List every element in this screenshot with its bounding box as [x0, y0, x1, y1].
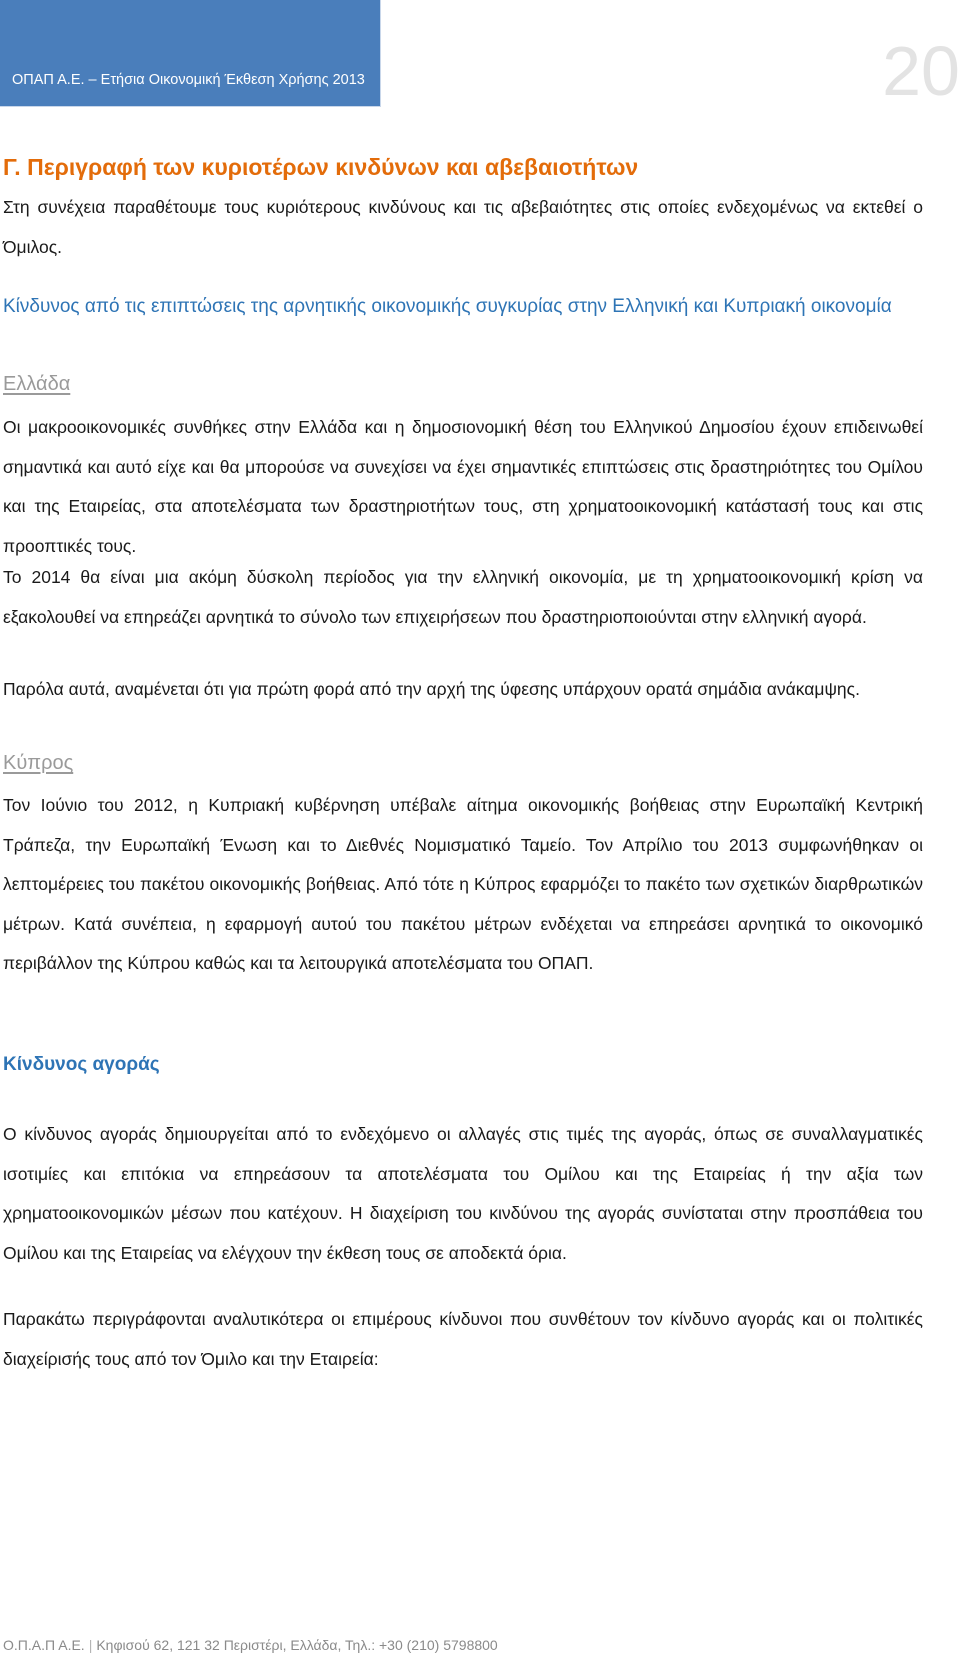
header-banner [0, 0, 381, 107]
page-footer [3, 1637, 498, 1653]
section-title: Γ. Περιγραφή των κυριοτέρων κινδύνων και αβεβαιοτήτων [3, 154, 639, 180]
economic-risk-heading: Κίνδυνος από τις επιπτώσεις της αρνητικής οικονομικής συγκυρίας στην Ελληνική και Κυπριακή οικονομία [3, 296, 892, 317]
footer-separator: | [88, 1637, 93, 1653]
report-title: ΟΠΑΠ Α.Ε. – Ετήσια Οικονομική Έκθεση Χρήσης 2013 [12, 72, 365, 88]
greece-paragraph-3: Παρόλα αυτά, αναμένεται ότι για πρώτη φορά από την αρχή της ύφεσης υπάρχουν ορατά σημάδια ανάκαμψης. [3, 679, 860, 699]
page-number: 20 [882, 32, 960, 110]
greece-heading: Ελλάδα [3, 373, 71, 395]
cyprus-heading: Κύπρος [3, 752, 74, 774]
footer-address: Κηφισού 62, 121 32 Περιστέρι, Ελλάδα, Τηλ.: +30 (210) 5798800 [96, 1637, 498, 1653]
market-risk-heading: Κίνδυνος αγοράς [3, 1054, 160, 1075]
market-risk-paragraph-1: Ο κίνδυνος αγοράς δημιουργείται από το ενδεχόμενο οι αλλαγές στις τιμές της αγοράς, όπως σε συναλλαγματικές ισοτιμίες και επιτόκια να επηρεάσουν τα αποτελέσματα του Ομίλου και της Εταιρείας ή την αξία των χρηματοοικονομικών μέσων που κατέχουν. Η διαχείριση του κινδύνου της αγοράς συνίσταται στην προσπάθεια του Ομίλου και της Εταιρείας να ελέγχουν την έκθεση τους σε αποδεκτά όρια. [3, 1124, 923, 1263]
greece-paragraph-1: Οι μακροοικονομικές συνθήκες στην Ελλάδα και η δημοσιονομική θέση του Ελληνικού Δημοσίου έχουν επιδεινωθεί σημαντικά και αυτό είχε και θα μπορούσε να συνεχίσει να έχει σημαντικές επιπτώσεις στις δραστηριότητες του Ομίλου και της Εταιρείας, στα αποτελέσματα των δραστηριοτήτων τους, στη χρηματοοικονομική κατάστασή τους και στις προοπτικές τους. [3, 417, 923, 556]
section-intro: Στη συνέχεια παραθέτουμε τους κυριότερους κινδύνους και τις αβεβαιότητες στις οποίες ενδεχομένως να εκτεθεί ο Όμιλος. [3, 197, 923, 257]
footer-company: Ο.Π.Α.Π Α.Ε. [3, 1637, 85, 1653]
cyprus-paragraph: Τον Ιούνιο του 2012, η Κυπριακή κυβέρνηση υπέβαλε αίτημα οικονομικής βοήθειας στην Ευρωπαϊκή Κεντρική Τράπεζα, την Ευρωπαϊκή Ένωση και το Διεθνές Νομισματικό Ταμείο. Τον Απρίλιο του 2013 συμφωνήθηκαν οι λεπτομέρειες του πακέτου οικονομικής βοήθειας. Από τότε η Κύπρος εφαρμόζει το πακέτο των σχετικών διαρθρωτικών μέτρων. Κατά συνέπεια, η εφαρμογή αυτού του πακέτου μέτρων ενδέχεται να επηρεάσει αρνητικά το οικονομικό περιβάλλον της Κύπρου καθώς και τα λειτουργικά αποτελέσματα του ΟΠΑΠ. [3, 795, 923, 973]
greece-paragraph-2: Το 2014 θα είναι μια ακόμη δύσκολη περίοδος για την ελληνική οικονομία, με τη χρηματοοικονομική κρίση να εξακολουθεί να επηρεάζει αρνητικά το σύνολο των επιχειρήσεων που δραστηριοποιούνται στην ελληνική αγορά. [3, 567, 923, 627]
market-risk-paragraph-2: Παρακάτω περιγράφονται αναλυτικότερα οι επιμέρους κίνδυνοι που συνθέτουν τον κίνδυνο αγοράς και οι πολιτικές διαχείρισής τους από τον Όμιλο και την Εταιρεία: [3, 1309, 923, 1369]
